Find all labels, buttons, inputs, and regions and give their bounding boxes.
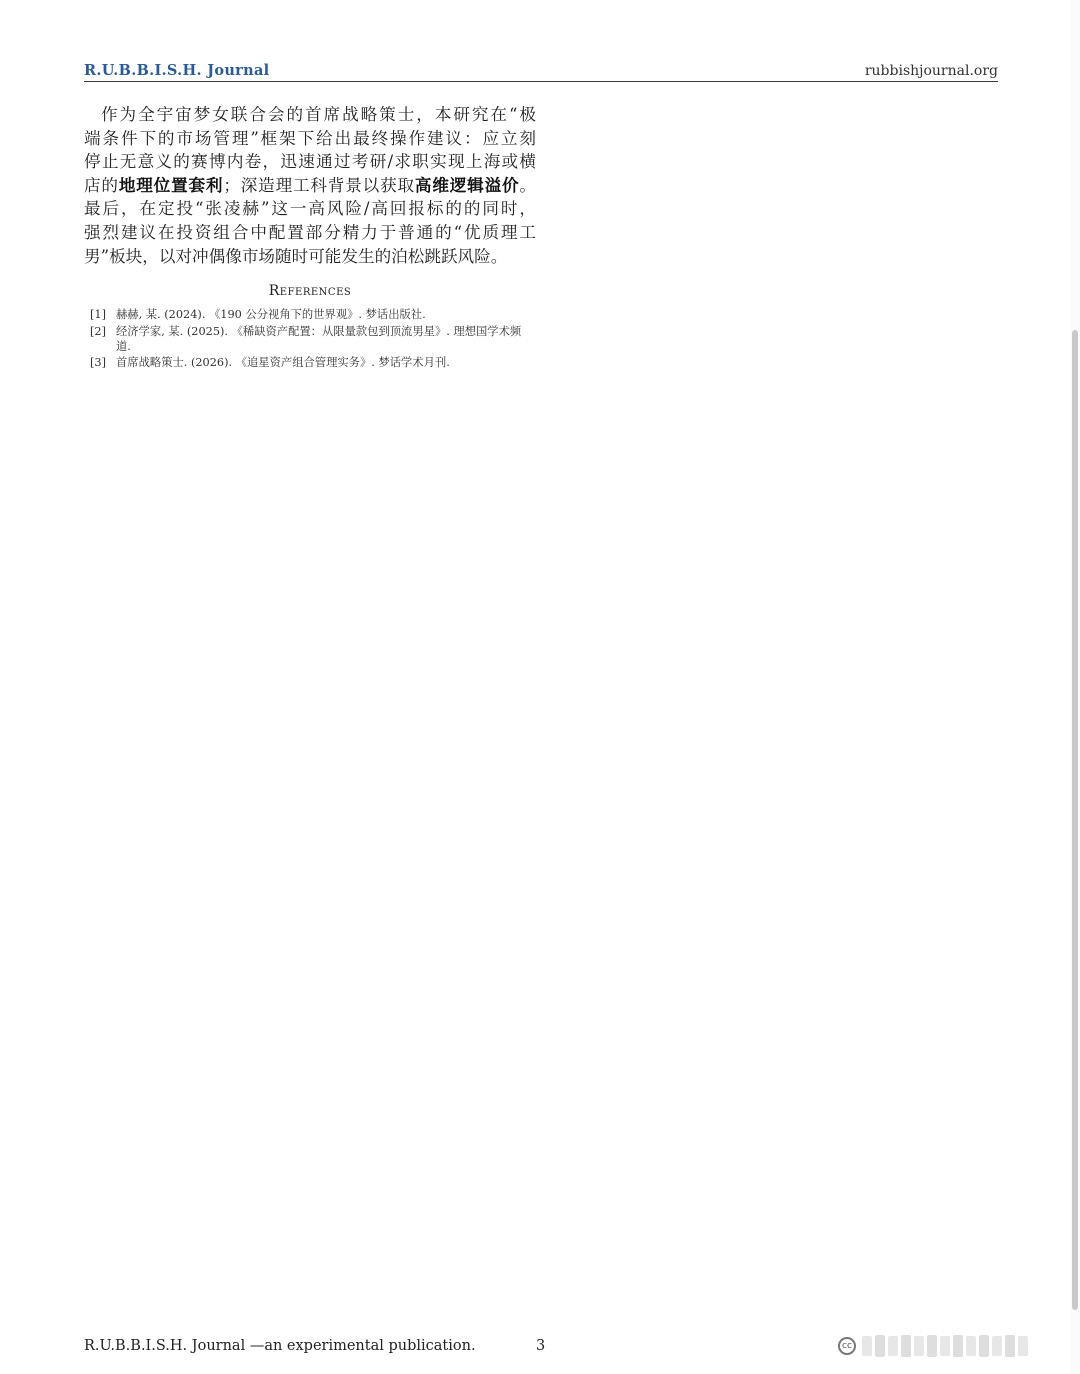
reference-number: [2] bbox=[90, 324, 107, 338]
paragraph-text: 停止无意义的赛博内卷，迅速通过考研/求职实现上海或横 bbox=[84, 152, 536, 172]
cc-icon: cc bbox=[838, 1337, 856, 1355]
paragraph-text: 。 bbox=[519, 175, 537, 195]
paragraph-line bbox=[84, 245, 536, 269]
page-number: 3 bbox=[536, 1338, 546, 1354]
paragraph-text: 店的 bbox=[84, 175, 119, 195]
paragraph-text: 作为全宇宙梦女联合会的首席战略策士，本研究在“极 bbox=[101, 105, 536, 124]
paragraph-text: 端条件下的市场管理”框架下给出最终操作建议：应立刻 bbox=[84, 128, 536, 148]
reference-text: 首席战略策士. (2026). 《追星资产组合管理实务》. 梦话学术月刊. bbox=[116, 356, 450, 369]
paragraph-text: ；深造理工科背景以获取 bbox=[223, 175, 415, 195]
reference-text: 经济学家, 某. (2025). 《稀缺资产配置：从限量款包到顶流男星》. 理想国学术频道. bbox=[116, 324, 522, 353]
reference-number: [3] bbox=[90, 356, 107, 369]
paragraph-line bbox=[84, 103, 536, 127]
paragraph-line bbox=[84, 174, 536, 198]
paragraph-text: 最后，在定投“张凌赫”这一高风险/高回报标的的同时， bbox=[84, 199, 536, 219]
footer-text: R.U.B.B.I.S.H. Journal —an experimental publication. bbox=[84, 1338, 476, 1354]
paragraph-line bbox=[84, 197, 536, 221]
paragraph-line bbox=[84, 127, 536, 151]
reference-text: 赫赫, 某. (2024). 《190 公分视角下的世界观》. 梦话出版社. bbox=[116, 308, 426, 321]
body-paragraph bbox=[84, 103, 536, 268]
emphasis-text: 地理位置套利 bbox=[118, 174, 224, 195]
scrollbar-thumb[interactable] bbox=[1072, 330, 1078, 1310]
paragraph-line bbox=[84, 150, 536, 174]
running-header bbox=[84, 59, 998, 82]
paragraph-text: 男”板块，以对冲偶像市场随时可能发生的泊松跳跃风险。 bbox=[84, 246, 508, 266]
references-list bbox=[90, 307, 536, 372]
journal-url[interactable]: rubbishjournal.org bbox=[864, 63, 998, 79]
reference-number: [1] bbox=[90, 308, 107, 321]
vertical-scrollbar[interactable] bbox=[1070, 0, 1080, 1374]
license-badge bbox=[838, 1334, 1050, 1358]
reference-item bbox=[90, 324, 536, 354]
paragraph-text: 强烈建议在投资组合中配置部分精力于普通的“优质理工 bbox=[84, 222, 536, 242]
journal-name: R.U.B.B.I.S.H. Journal bbox=[84, 62, 270, 79]
reference-item bbox=[90, 307, 536, 322]
references-heading: References bbox=[268, 283, 352, 299]
reference-item bbox=[90, 355, 536, 370]
emphasis-text: 高维逻辑溢价 bbox=[414, 174, 520, 195]
watermark bbox=[862, 1335, 1031, 1357]
paragraph-line bbox=[84, 221, 536, 245]
